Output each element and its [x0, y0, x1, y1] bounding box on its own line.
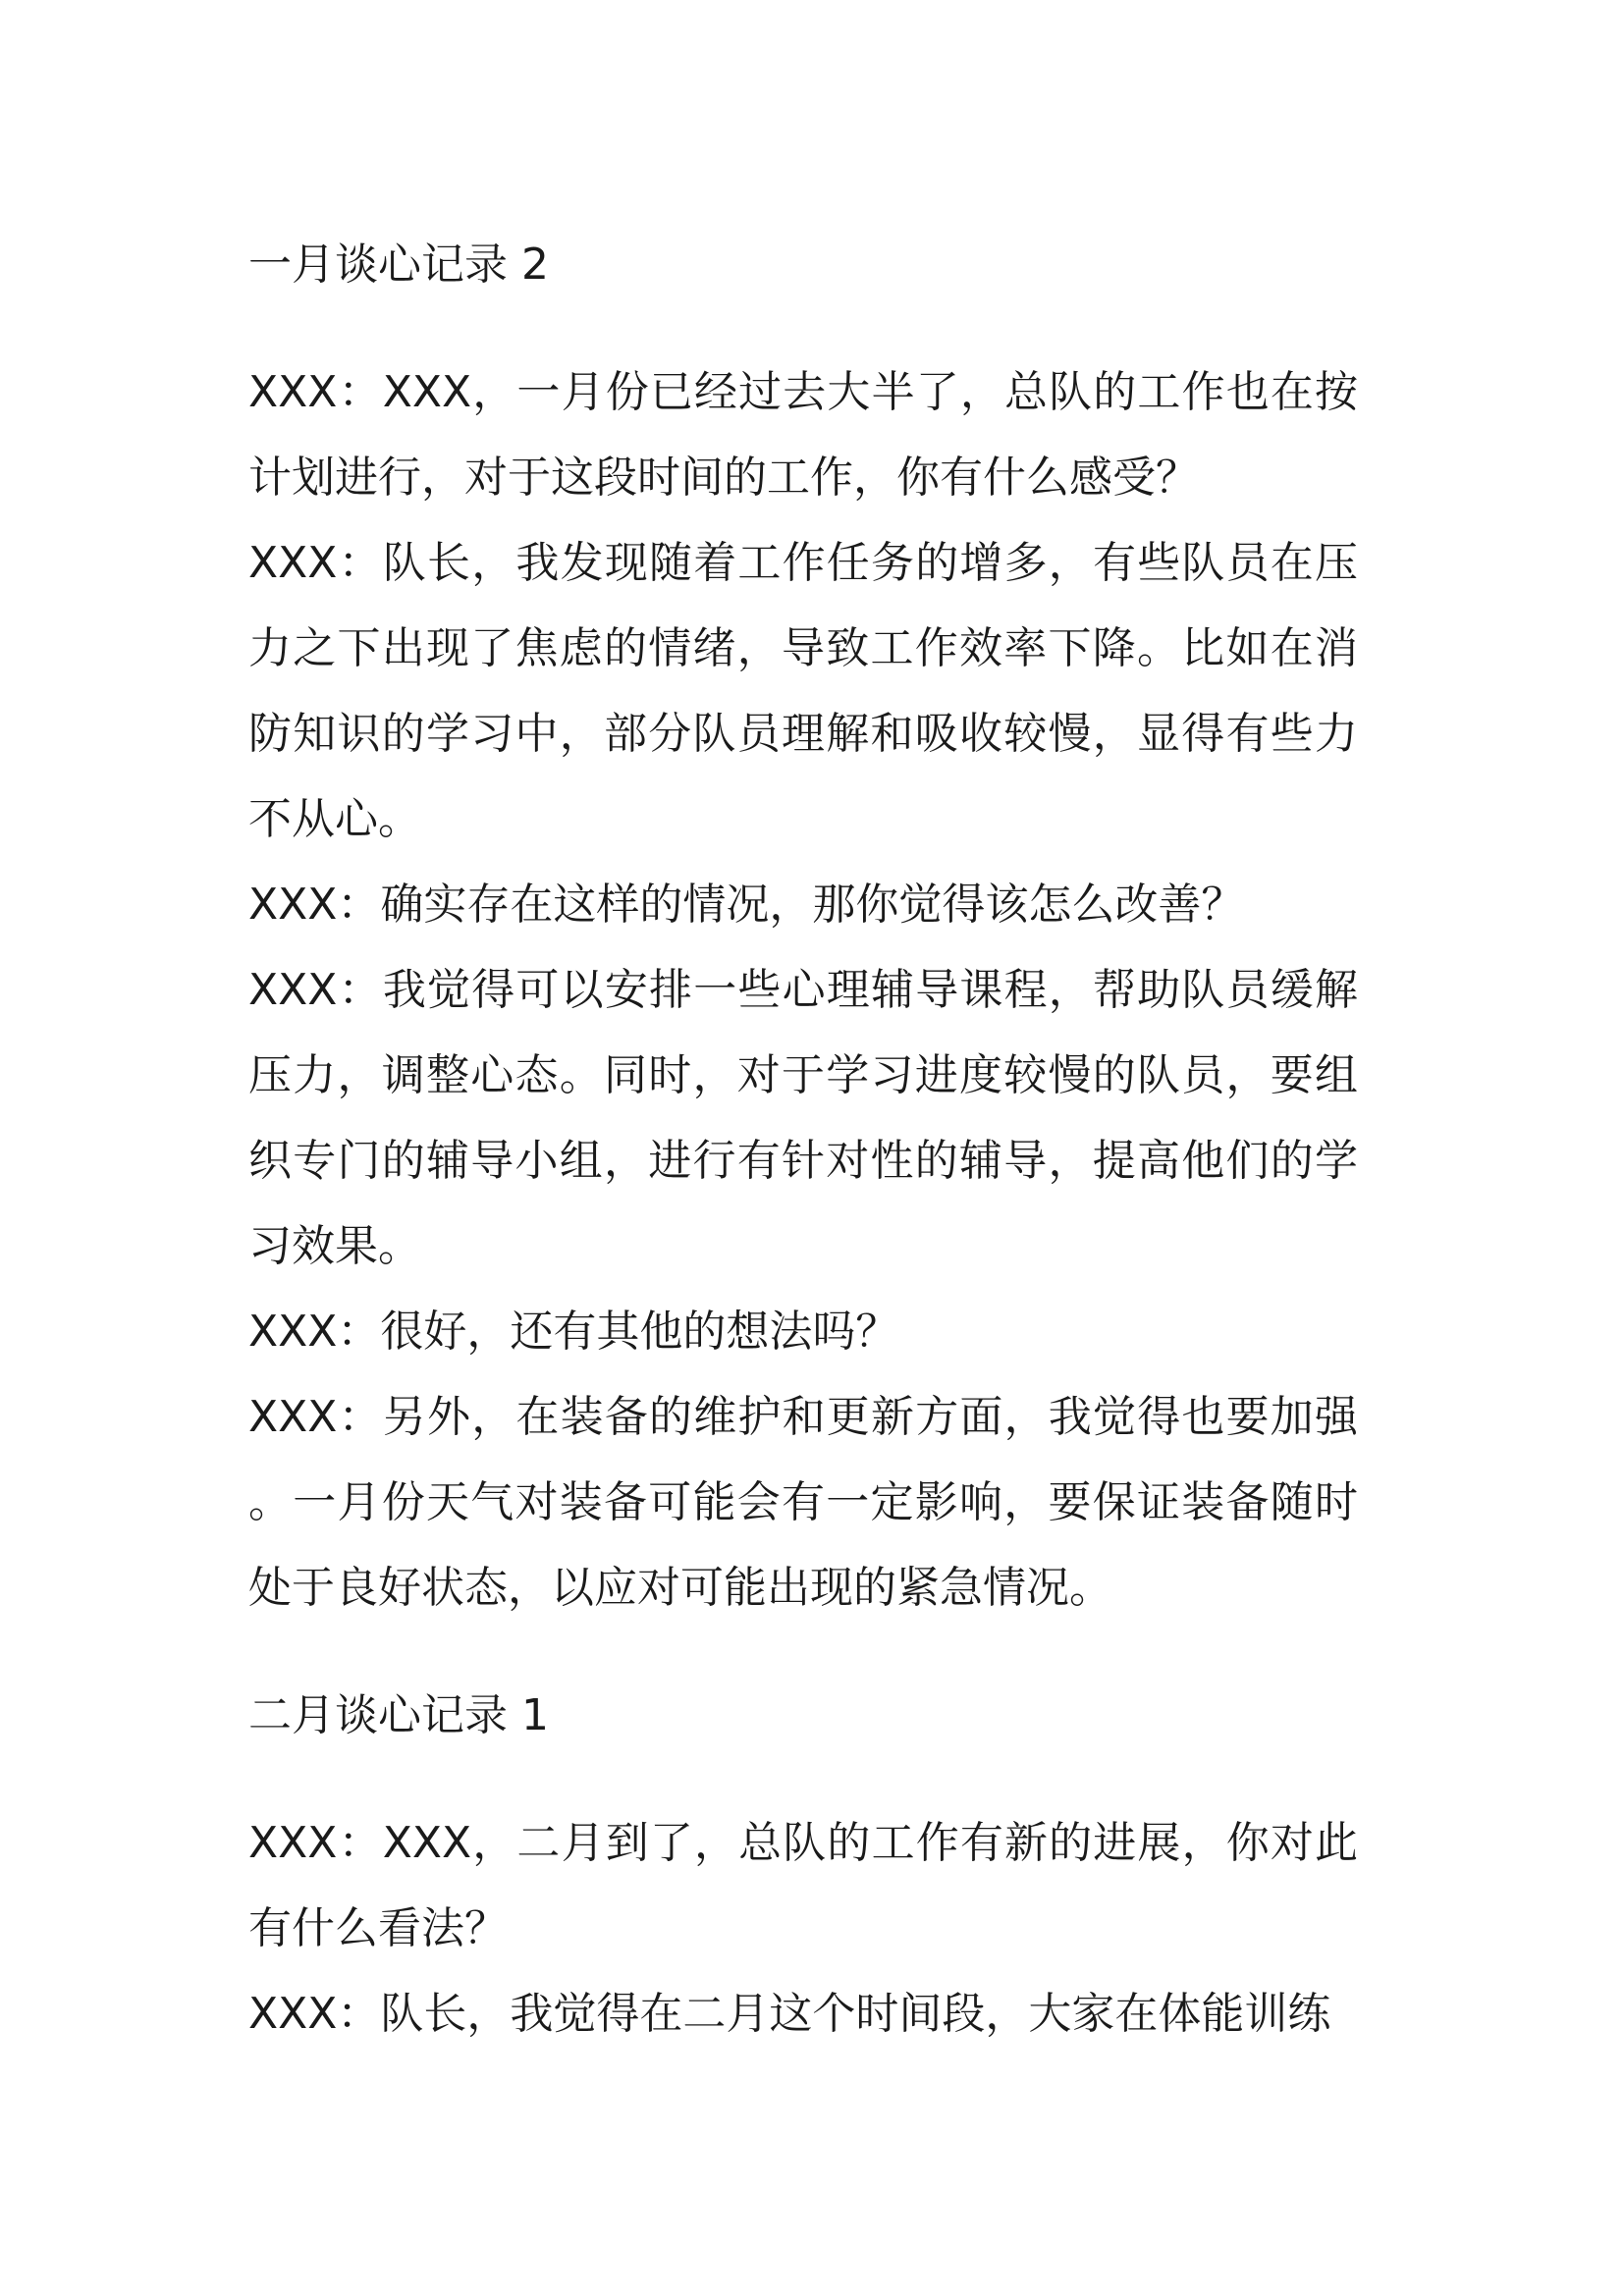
- dialogue-paragraph: XXX：我觉得可以安排一些心理辅导课程，帮助队员缓解压力，调整心态。同时，对于学习进度较慢的队员，要组织专门的辅导小组，进行有针对性的辅导，提高他们的学习效果。: [248, 965, 1358, 1271]
- dialogue-paragraph: XXX：队长，我觉得在二月这个时间段，大家在体能训练: [248, 1989, 1331, 2039]
- dialogue-paragraph: XXX：XXX，一月份已经过去大半了，总队的工作也在按计划进行，对于这段时间的工作，你有什么感受？: [248, 367, 1358, 503]
- section-title: 二月谈心记录 1: [248, 1690, 549, 1740]
- dialogue-paragraph: XXX：XXX，二月到了，总队的工作有新的进展，你对此有什么看法？: [248, 1818, 1358, 1953]
- section-title: 一月谈心记录 2: [248, 240, 549, 290]
- dialogue-paragraph: XXX：队长，我发现随着工作任务的增多，有些队员在压力之下出现了焦虑的情绪，导致工作效率下降。比如在消防知识的学习中，部分队员理解和吸收较慢，显得有些力不从心。: [248, 538, 1358, 844]
- dialogue-paragraph: XXX：确实存在这样的情况，那你觉得该怎么改善？: [248, 880, 1245, 930]
- document-body: [248, 222, 1358, 2056]
- dialogue-paragraph: XXX：很好，还有其他的想法吗？: [248, 1307, 899, 1357]
- dialogue-paragraph: XXX：另外，在装备的维护和更新方面，我觉得也要加强。一月份天气对装备可能会有一定影响，要保证装备随时处于良好状态，以应对可能出现的紧急情况。: [248, 1392, 1358, 1613]
